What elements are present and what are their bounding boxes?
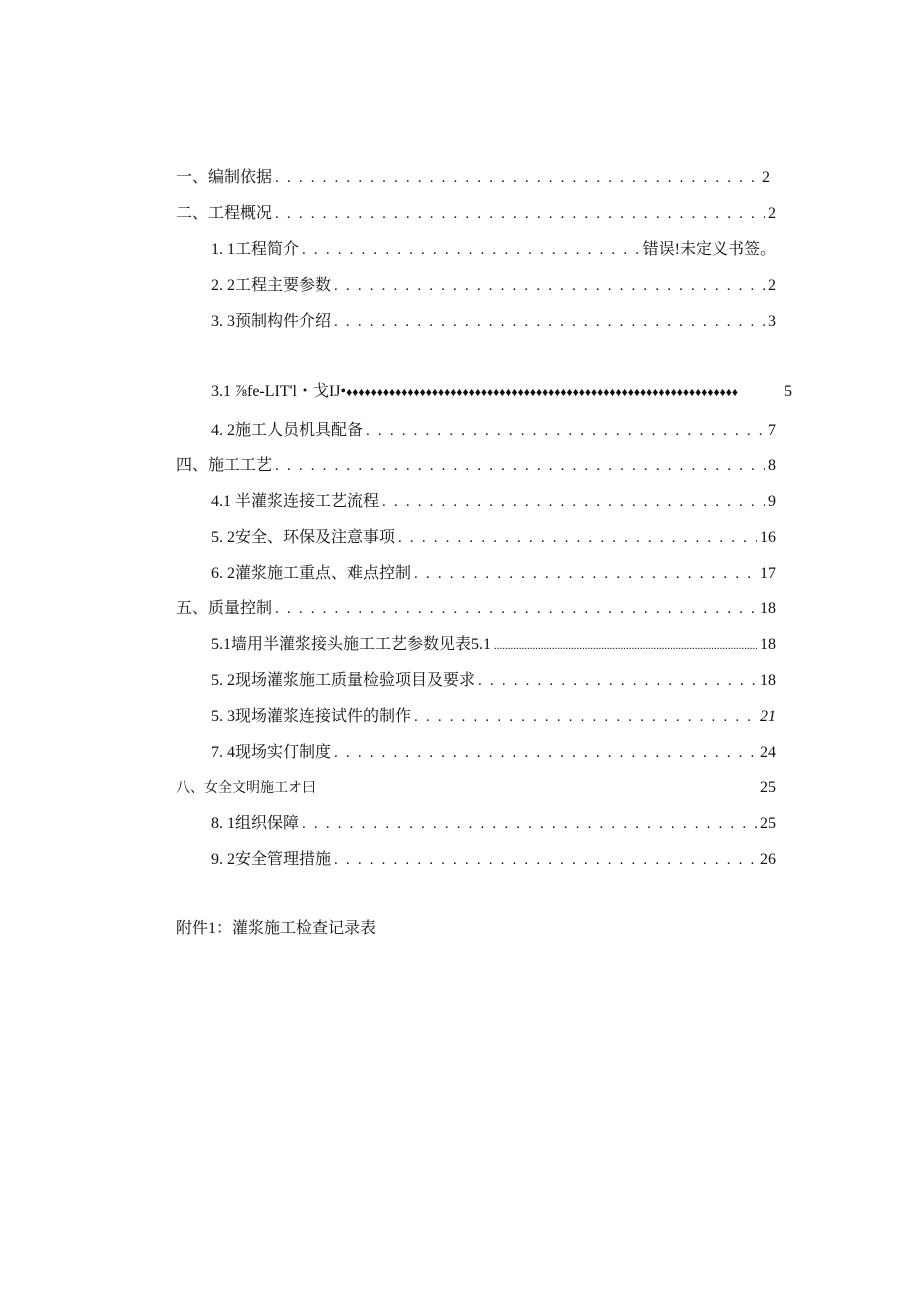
toc-leader (334, 847, 757, 873)
toc-entry[interactable] (211, 237, 776, 263)
toc-leader (494, 633, 757, 659)
toc-entry[interactable] (211, 740, 776, 766)
toc-entry-label: 5.1墙用半灌浆接头施工工艺参数见表5.1 (211, 636, 492, 653)
toc-entry[interactable] (211, 489, 776, 515)
toc-entry-page: 18 (760, 672, 776, 689)
toc-entry-label: 一、编制依据 (176, 169, 273, 186)
toc-leader (334, 273, 765, 299)
toc-entry[interactable] (211, 418, 776, 444)
toc-leader (302, 811, 757, 837)
toc-leader (275, 201, 765, 227)
toc-entry-label: 4. 2施工人员机具配备 (211, 422, 364, 439)
toc-leader (366, 418, 765, 444)
toc-entry-page: 26 (760, 851, 776, 868)
toc-entry-label: 3. 3预制构件介绍 (211, 313, 332, 330)
toc-entry[interactable] (211, 561, 776, 587)
toc-entry-page: 错误!未定义书签。 (642, 241, 776, 258)
toc-entry-page: 25 (760, 779, 776, 796)
toc-leader (414, 704, 757, 730)
toc-entry-label: 4.1 半灌浆连接工艺流程 (211, 493, 380, 510)
toc-entry[interactable] (211, 632, 776, 658)
toc-entry-label: 二、工程概况 (176, 205, 273, 222)
toc-leader (382, 489, 765, 515)
toc-leader (334, 740, 757, 766)
toc-entry-page: 24 (760, 744, 776, 761)
toc-entry[interactable] (211, 379, 792, 405)
toc-entry-page: 2 (768, 277, 776, 294)
toc-entry[interactable] (211, 309, 776, 335)
toc-entry-page: 9 (768, 493, 776, 510)
toc-entry-label: 9. 2安全管理措施 (211, 851, 332, 868)
toc-entry-label: 5. 2安全、环保及注意事项 (211, 529, 396, 546)
toc-entry-page: 3 (768, 313, 776, 330)
toc-entry-label: 3.1 ⅞fe-LIT'l・戈IJ• (211, 383, 347, 400)
toc-leader (275, 596, 757, 622)
toc-entry-label: 8. 1组织保障 (211, 815, 300, 832)
toc-entry-page: 17 (760, 565, 776, 582)
toc-entry-label: 1. 1工程简介 (211, 241, 300, 258)
toc-entry[interactable] (211, 811, 776, 837)
toc-entry-page: 16 (760, 529, 776, 546)
toc-leader (275, 453, 765, 479)
toc-entry-page: 2 (762, 169, 770, 186)
toc-entry-page: 25 (760, 815, 776, 832)
appendix-title: 附件1：灌浆施工检查记录表 (176, 920, 377, 937)
toc-entry[interactable] (176, 453, 776, 479)
toc-entry-page: 18 (760, 600, 776, 617)
toc-entry-page: 8 (768, 457, 776, 474)
toc-entry-label: 5. 3现场灌浆连接试件的制作 (211, 708, 412, 725)
toc-entry-label: 五、质量控制 (176, 600, 273, 617)
toc-entry-page: 18 (760, 636, 776, 653)
toc-entry[interactable] (211, 847, 776, 873)
toc-entry[interactable] (211, 525, 776, 551)
toc-entry[interactable] (176, 596, 776, 622)
toc-entry[interactable] (176, 201, 776, 227)
toc-entry[interactable] (211, 704, 776, 730)
toc-entry-page: 2 (768, 205, 776, 222)
toc-entry[interactable] (176, 165, 770, 191)
toc-entry-label: 2. 2工程主要参数 (211, 277, 332, 294)
toc-leader (275, 165, 759, 191)
toc-entry-label: 八、女全文明施工オ曰 (176, 781, 316, 796)
toc-entry[interactable] (211, 273, 776, 299)
toc-leader (346, 379, 784, 405)
toc-entry[interactable] (211, 668, 776, 694)
toc-leader (302, 237, 640, 263)
toc-entry-page: 7 (768, 422, 776, 439)
toc-leader (478, 668, 757, 694)
toc-entry-page: 5 (784, 383, 792, 400)
toc-leader (398, 525, 757, 551)
toc-entry[interactable] (176, 775, 776, 801)
toc-entry-label: 7. 4现场实仃制度 (211, 744, 332, 761)
toc-leader (414, 561, 757, 587)
toc-entry-page: 21 (760, 708, 776, 725)
toc-leader (334, 309, 765, 335)
toc-entry-label: 5. 2现场灌浆施工质量检验项目及要求 (211, 672, 476, 689)
toc-entry-label: 6. 2灌浆施工重点、难点控制 (211, 565, 412, 582)
toc-entry-label: 四、施工工艺 (176, 457, 273, 474)
